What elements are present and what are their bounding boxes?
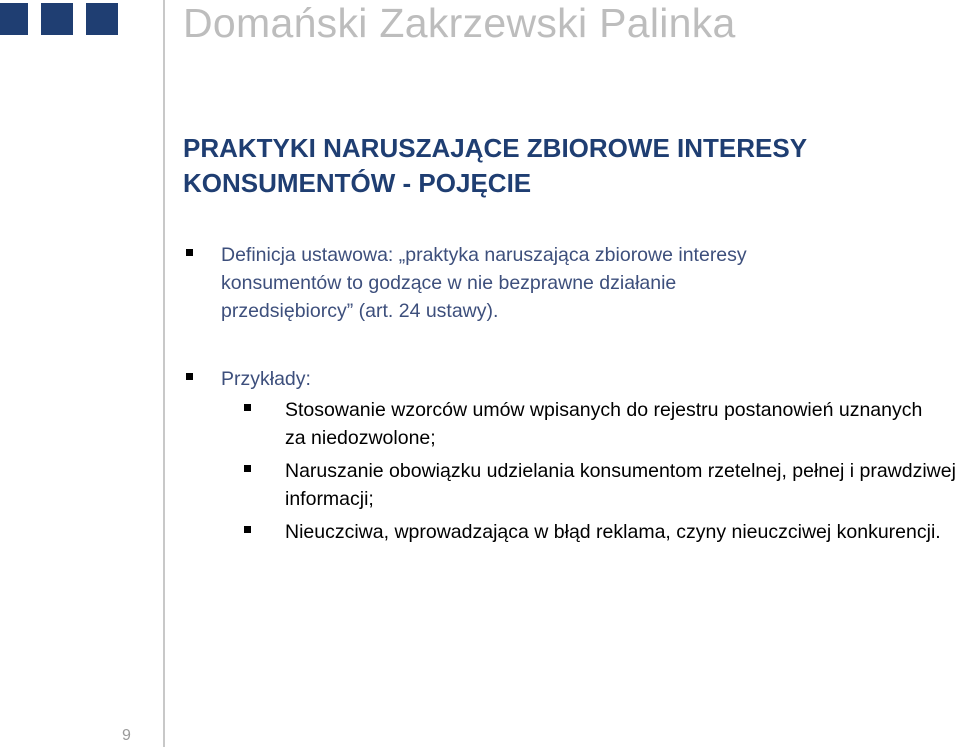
sub-bullet-marker [244, 526, 251, 533]
examples-label: Przykłady: [221, 368, 311, 390]
logo-mark [0, 3, 131, 35]
slide-title-line-1: PRAKTYKI NARUSZAJĄCE ZBIOROWE INTERESY [183, 133, 808, 163]
sub-bullet-marker [244, 465, 251, 472]
example-item: Stosowanie wzorców umów wpisanych do rejestru postanowień uznanych za niedozwolone; [285, 399, 923, 449]
example-item: Nieuczciwa, wprowadzająca w błąd reklama, czyny nieuczciwej konkurencji. [285, 521, 941, 543]
bullet-marker [186, 249, 193, 256]
slide-title-line-2: KONSUMENTÓW - POJĘCIE [183, 168, 532, 198]
bullet-marker [186, 373, 193, 380]
logo-square [86, 3, 118, 35]
logo-square [41, 3, 73, 35]
logo-square [0, 3, 28, 35]
slide-title [183, 131, 943, 201]
vertical-divider [163, 0, 165, 747]
sub-bullet-marker [244, 404, 251, 411]
definition-text: Definicja ustawowa: „praktyka naruszająca zbiorowe interesy konsumentów to godzące w nie bezprawne działanie przedsiębiorcy” (art. 24 ustawy). [221, 244, 747, 322]
page-number: 9 [122, 727, 131, 744]
example-item: Naruszanie obowiązku udzielania konsumentom rzetelnej, pełnej i prawdziwej informacji; [285, 460, 956, 510]
brand-name: Domański Zakrzewski Palinka [183, 0, 736, 46]
